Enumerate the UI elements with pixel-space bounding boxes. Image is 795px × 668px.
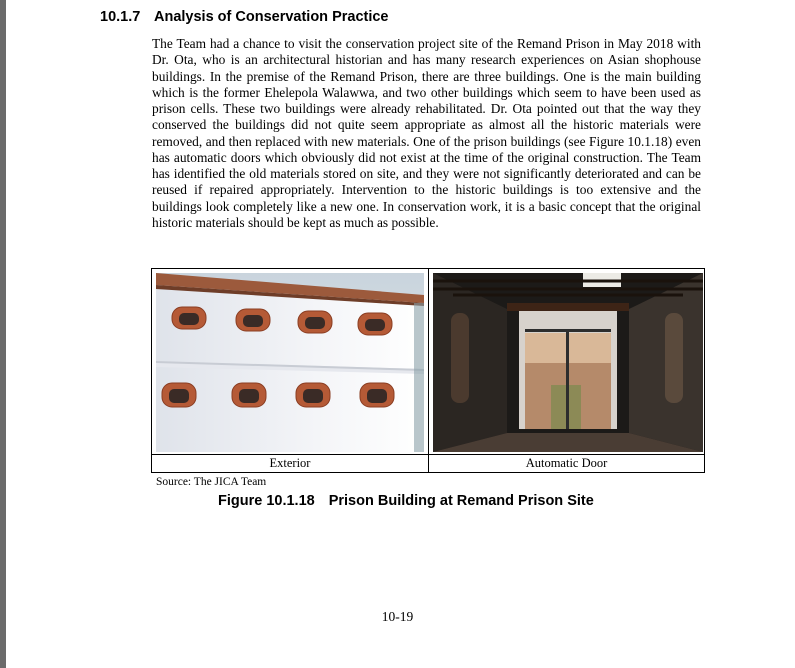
page-number: 10-19 [381, 609, 414, 624]
caption-automatic-door: Automatic Door [525, 456, 608, 470]
figure-title-text: Prison Building at Remand Prison Site [328, 493, 594, 509]
figure-title [218, 493, 594, 509]
exterior-photo [156, 273, 424, 452]
figure-table [151, 268, 705, 473]
automatic-door-photo [433, 273, 703, 452]
figure-number: Figure 10.1.18 [218, 493, 315, 509]
table-vertical-rule [428, 269, 429, 472]
figure-source: Source: The JICA Team [156, 476, 267, 488]
section-title: Analysis of Conservation Practice [154, 9, 389, 25]
caption-exterior: Exterior [269, 456, 311, 470]
page-left-border [0, 0, 6, 668]
section-number: 10.1.7 [100, 9, 141, 25]
section-heading [100, 9, 389, 25]
body-paragraph: The Team had a chance to visit the conservation project site of the Remand Prison in May 2018 with Dr. Ota, who is an architectural historian and has many research experiences on Asian shophouse buildings. In the premise of the Remand Prison, there are three buildings. One is the main building which is the former Ehelepola Walawwa, and two other buildings which seem to have been used as prison cells. These two buildings were already rehabilitated. Dr. Ota pointed out that the way they conserved the buildings did not quite seem appropriate as almost all the historic materials were removed, and then replaced with new materials. One of the prison buildings (see Figure 10.1.18) even has automatic doors which obviously did not exist at the time of the original construction. The Team has identified the old materials stored on site, and they were not significantly deteriorated and can be reused if repaired appropriately. Intervention to the historic buildings is too extensive and the buildings look completely like a new one. In conservation work, it is a basic concept that the original historic materials should be kept as much as possible. [152, 36, 701, 230]
